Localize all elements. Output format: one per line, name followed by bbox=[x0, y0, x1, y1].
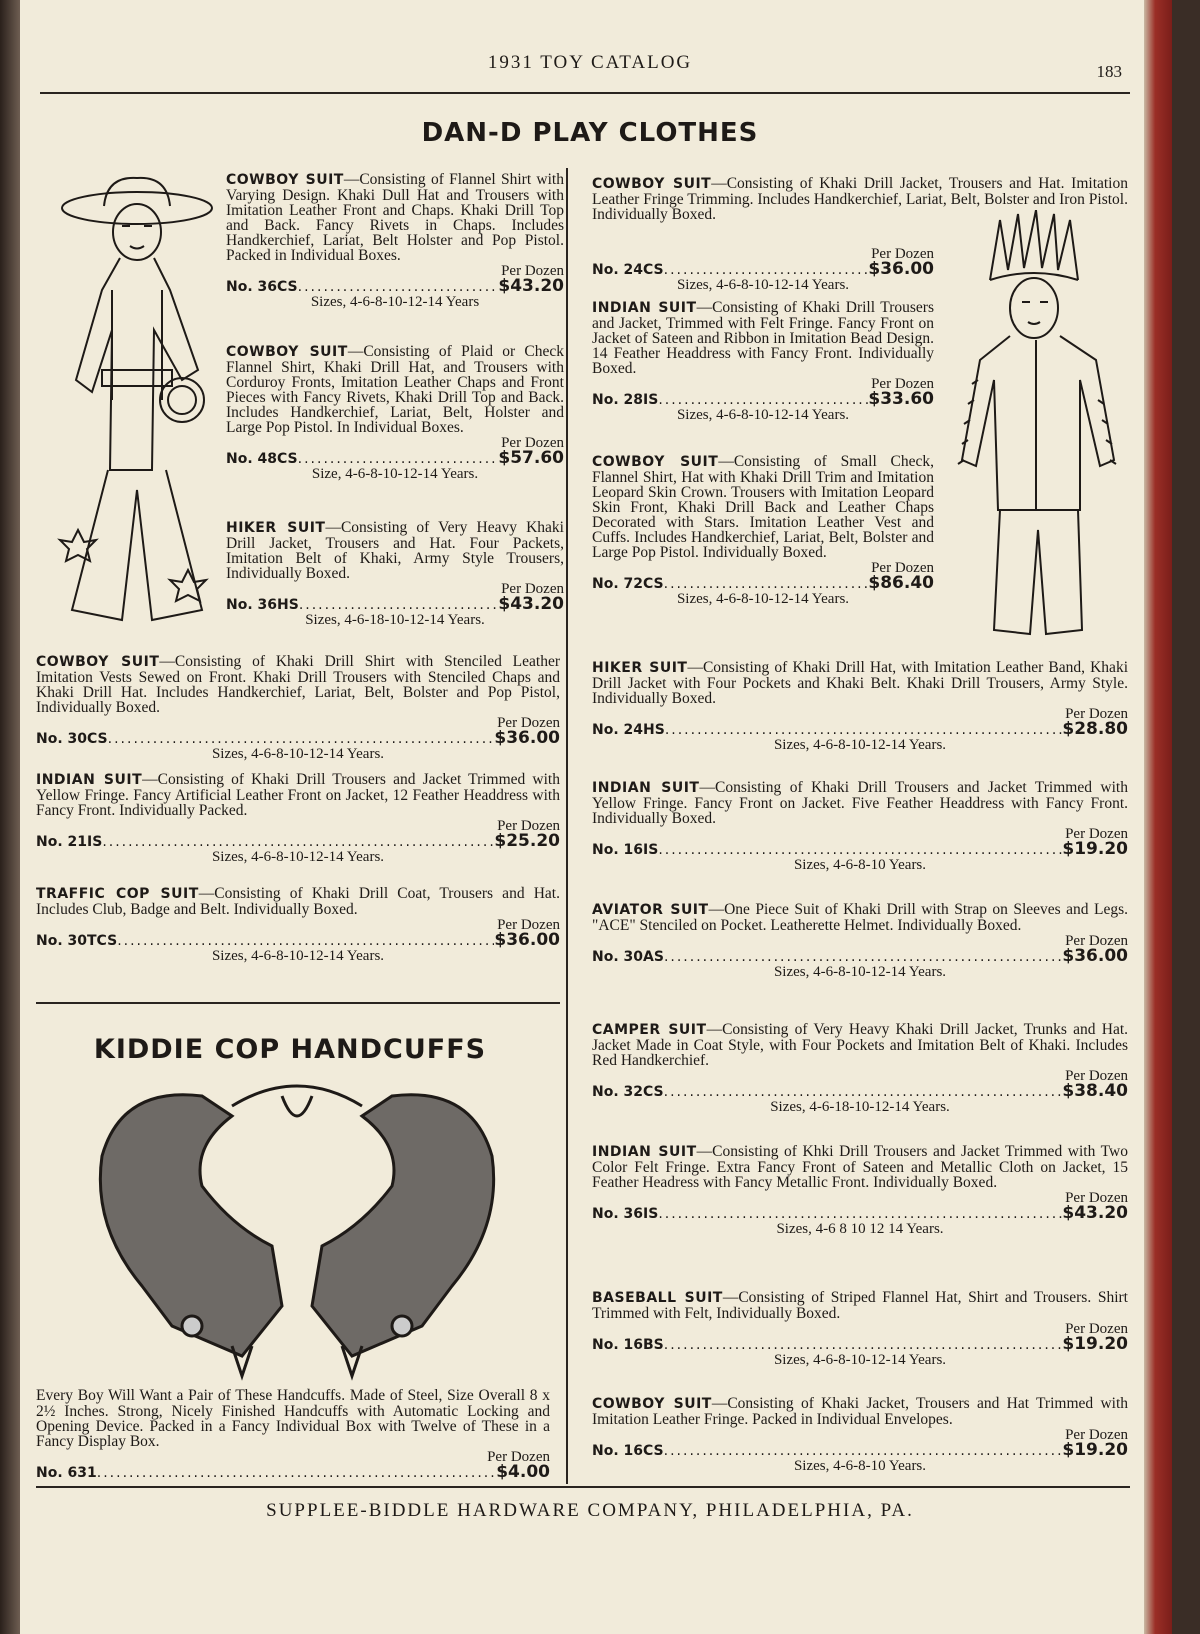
item-price: $19.20 bbox=[1062, 839, 1128, 859]
item-title: COWBOY SUIT bbox=[592, 454, 719, 470]
per-dozen-label: Per Dozen bbox=[1065, 1427, 1128, 1443]
running-header: 1931 TOY CATALOG bbox=[487, 52, 693, 73]
item-price: $38.40 bbox=[1062, 1081, 1128, 1101]
footer-company: SUPPLEE-BIDDLE HARDWARE COMPANY, PHILADELPHIA, PA. bbox=[266, 1500, 914, 1521]
item-title: INDIAN SUIT bbox=[592, 1144, 697, 1160]
item-description: —Consisting of Khaki Drill Coat, Trousers and Hat. Includes Club, Badge and Belt. Individually Boxed. bbox=[36, 885, 560, 918]
item-sizes: Sizes, 4-6-8-10-12-14 Years. bbox=[211, 948, 385, 964]
per-dozen-label: Per Dozen bbox=[1065, 933, 1128, 949]
product-item bbox=[592, 1290, 1128, 1368]
handcuffs-title: KIDDIE COP HANDCUFFS bbox=[93, 1034, 487, 1065]
item-number: No. 16BS bbox=[592, 1337, 664, 1353]
product-item bbox=[592, 902, 1128, 980]
item-price: $33.60 bbox=[868, 389, 934, 409]
product-item bbox=[36, 886, 560, 964]
item-description: —Consisting of Khaki Drill Trousers and Jacket Trimmed with Yellow Fringe. Fancy Front on Jacket. Five Feather Headdress with Fancy Front. Individually Boxed. bbox=[592, 779, 1128, 827]
item-title: COWBOY SUIT bbox=[592, 176, 712, 192]
item-title: AVIATOR SUIT bbox=[592, 902, 709, 918]
product-item bbox=[36, 1388, 550, 1481]
item-description: —Consisting of Flannel Shirt with Varying Design. Khaki Dull Hat and Trousers with Imitation Leather Front and Chaps. Khaki Drill Top and Back. Fancy Rivets in Chaps. Includes Handkerchief, Lariat, Belt Holster and Pop Pistol. Packed in Individual Boxes. bbox=[226, 171, 564, 264]
item-price: $43.20 bbox=[498, 594, 564, 614]
section-divider bbox=[36, 1002, 560, 1004]
item-number: No. 21IS bbox=[36, 834, 103, 850]
item-description: —Consisting of Khaki Drill Shirt with Stenciled Leather Imitation Vests Sewed on Front. Khaki Drill Trousers with Stenciled Chaps and Khaki Drill Hat. Includes Handkerchief, Lariat, Belt, Bolster and Pop Pistol, Individually Boxed. bbox=[36, 653, 560, 716]
item-sizes: Sizes, 4-6-8-10-12-14 Years. bbox=[773, 737, 947, 753]
per-dozen-label: Per Dozen bbox=[501, 581, 564, 597]
item-sizes: Sizes, 4-6 8 10 12 14 Years. bbox=[776, 1221, 944, 1237]
item-title: CAMPER SUIT bbox=[592, 1022, 707, 1038]
item-sizes: Sizes, 4-6-8-10-12-14 Years bbox=[310, 294, 480, 310]
item-description: —Consisting of Khaki Drill Trousers and Jacket, Trimmed with Felt Fringe. Fancy Front on Jacket of Sateen and Ribbon in Imitation Bead Design. 14 Feather Headdress with Fancy Front. Individually Boxed. bbox=[592, 299, 934, 377]
item-price: $36.00 bbox=[1062, 946, 1128, 966]
product-item bbox=[226, 172, 564, 310]
item-price: $36.00 bbox=[868, 259, 934, 279]
product-item bbox=[592, 1144, 1128, 1237]
item-title: COWBOY SUIT bbox=[592, 1396, 712, 1412]
item-price: $36.00 bbox=[494, 930, 560, 950]
item-number: No. 16CS bbox=[592, 1443, 664, 1459]
product-item bbox=[36, 772, 560, 865]
product-item bbox=[592, 454, 934, 607]
item-title: TRAFFIC COP SUIT bbox=[36, 886, 199, 902]
per-dozen-label: Per Dozen bbox=[871, 246, 934, 262]
item-price: $86.40 bbox=[868, 573, 934, 593]
item-description: Every Boy Will Want a Pair of These Handcuffs. Made of Steel, Size Overall 8 x 2½ Inches. Strong, Nicely Finished Handcuffs with Automatic Locking and Opening Device. Packed in a Fancy Individual Box with Twelve of These in a Fancy Display Box. bbox=[36, 1387, 550, 1450]
item-number: No. 24HS bbox=[592, 722, 665, 738]
item-number: No. 631 bbox=[36, 1465, 97, 1481]
item-number: No. 32CS bbox=[592, 1084, 664, 1100]
item-price: $57.60 bbox=[498, 448, 564, 468]
product-item bbox=[592, 660, 1128, 753]
per-dozen-label: Per Dozen bbox=[871, 376, 934, 392]
item-description: —Consisting of Small Check, Flannel Shirt, Hat with Khaki Drill Trim and Imitation Leopard Skin Crown. Trousers with Imitation Leopard Skin Front, Khaki Drill Back and Leather Chaps Decorated with Stars. Imitation Leather Vest and Cuffs. Includes Handkerchief, Lariat, Belt, Bolster and Large Pop Pistol. Individually Boxed. bbox=[592, 453, 934, 561]
item-sizes: Sizes, 4-6-18-10-12-14 Years. bbox=[305, 612, 485, 628]
per-dozen-label: Per Dozen bbox=[1065, 1068, 1128, 1084]
per-dozen-label: Per Dozen bbox=[1065, 706, 1128, 722]
item-title: INDIAN SUIT bbox=[36, 772, 143, 788]
item-number: No. 72CS bbox=[592, 576, 664, 592]
per-dozen-label: Per Dozen bbox=[1065, 1321, 1128, 1337]
item-number: No. 30CS bbox=[36, 731, 108, 747]
item-sizes: Sizes, 4-6-8-10-12-14 Years. bbox=[676, 591, 850, 607]
book-gutter bbox=[0, 0, 20, 1634]
item-title: INDIAN SUIT bbox=[592, 300, 697, 316]
item-price: $43.20 bbox=[498, 276, 564, 296]
product-price-block bbox=[592, 246, 934, 293]
item-description: —Consisting of Khaki Drill Trousers and Jacket Trimmed with Yellow Fringe. Fancy Artificial Leather Front on Jacket, 12 Feather Headdress with Fancy Front. Individually Packed. bbox=[36, 771, 560, 819]
item-price: $19.20 bbox=[1062, 1334, 1128, 1354]
product-item bbox=[226, 344, 564, 482]
item-title: COWBOY SUIT bbox=[226, 344, 348, 360]
product-item bbox=[592, 1396, 1128, 1474]
item-description: —Consisting of Khki Drill Trousers and Jacket Trimmed with Two Color Felt Fringe. Extra Fancy Front of Sateen and Metallic Cloth on Jacket, 15 Feather Headress with Fancy Metallic Front. Individually Boxed. bbox=[592, 1143, 1128, 1191]
per-dozen-label: Per Dozen bbox=[1065, 826, 1128, 842]
per-dozen-label: Per Dozen bbox=[871, 560, 934, 576]
item-price: $28.80 bbox=[1062, 719, 1128, 739]
item-description: —Consisting of Khaki Jacket, Trousers and Hat Trimmed with Imitation Leather Fringe. Packed in Individual Envelopes. bbox=[592, 1395, 1128, 1428]
per-dozen-label: Per Dozen bbox=[501, 263, 564, 279]
item-sizes: Sizes, 4-6-8-10-12-14 Years. bbox=[211, 746, 385, 762]
item-number: No. 36CS bbox=[226, 279, 298, 295]
item-number: No. 36IS bbox=[592, 1206, 659, 1222]
item-number: No. 30AS bbox=[592, 949, 664, 965]
item-description: —Consisting of Khaki Drill Hat, with Imitation Leather Band, Khaki Drill Jacket with Four Pockets and Khaki Belt. Khaki Drill Trousers, Army Style. Individually Boxed. bbox=[592, 659, 1128, 707]
product-item bbox=[36, 654, 560, 762]
item-title: COWBOY SUIT bbox=[226, 172, 344, 188]
item-number: No. 30TCS bbox=[36, 933, 118, 949]
header-rule bbox=[40, 92, 1130, 94]
per-dozen-label: Per Dozen bbox=[497, 715, 560, 731]
catalog-page bbox=[20, 0, 1172, 1634]
item-price: $36.00 bbox=[494, 728, 560, 748]
item-title: HIKER SUIT bbox=[592, 660, 688, 676]
item-price: $19.20 bbox=[1062, 1440, 1128, 1460]
item-number: No. 36HS bbox=[226, 597, 299, 613]
item-sizes: Sizes, 4-6-8-10-12-14 Years. bbox=[773, 964, 947, 980]
footer-rule bbox=[36, 1486, 1130, 1488]
per-dozen-label: Per Dozen bbox=[1065, 1190, 1128, 1206]
item-description: —Consisting of Very Heavy Khaki Drill Jacket, Trousers and Hat. Four Packets, Imitation Belt of Khaki, Army Style Trousers, Individually Boxed. bbox=[226, 519, 564, 582]
per-dozen-label: Per Dozen bbox=[487, 1449, 550, 1465]
section-title: DAN-D PLAY CLOTHES bbox=[421, 118, 759, 148]
item-number: No. 28IS bbox=[592, 392, 659, 408]
handcuffs-illustration bbox=[82, 1076, 512, 1386]
per-dozen-label: Per Dozen bbox=[501, 435, 564, 451]
item-sizes: Sizes, 4-6-8-10-12-14 Years. bbox=[211, 849, 385, 865]
item-title: BASEBALL SUIT bbox=[592, 1290, 723, 1306]
item-sizes: Size, 4-6-8-10-12-14 Years. bbox=[311, 466, 479, 482]
product-item bbox=[592, 176, 1128, 222]
indian-illustration bbox=[950, 210, 1130, 650]
per-dozen-label: Per Dozen bbox=[497, 917, 560, 933]
item-sizes: Sizes, 4-6-8-10-12-14 Years. bbox=[773, 1352, 947, 1368]
page-number: 183 bbox=[1096, 62, 1122, 81]
item-sizes: Sizes, 4-6-8-10 Years. bbox=[793, 857, 927, 873]
item-sizes: Sizes, 4-6-8-10-12-14 Years. bbox=[676, 277, 850, 293]
column-divider bbox=[566, 168, 568, 1484]
item-sizes: Sizes, 4-6-8-10 Years. bbox=[793, 1458, 927, 1474]
product-item bbox=[592, 780, 1128, 873]
item-sizes: Sizes, 4-6-18-10-12-14 Years. bbox=[770, 1099, 950, 1115]
item-price: $25.20 bbox=[494, 831, 560, 851]
item-price: $43.20 bbox=[1062, 1203, 1128, 1223]
item-title: INDIAN SUIT bbox=[592, 780, 700, 796]
item-title: COWBOY SUIT bbox=[36, 654, 160, 670]
item-description: —Consisting of Khaki Drill Jacket, Trousers and Hat. Imitation Leather Fringe Trimming. Includes Handkerchief, Lariat, Belt, Bolster and Iron Pistol. Individually Boxed. bbox=[592, 175, 1128, 223]
item-description: —Consisting of Striped Flannel Hat, Shirt and Trousers. Shirt Trimmed with Felt, Individually Boxed. bbox=[592, 1289, 1128, 1322]
item-number: No. 16IS bbox=[592, 842, 659, 858]
item-description: —Consisting of Plaid or Check Flannel Shirt, Khaki Drill Hat, and Trousers with Corduroy Fronts, Imitation Leather Chaps and Front Pieces with Fancy Rivets, Khaki Drill Top and Back. Includes Handkerchief, Lariat, Belt, Holster and Large Pop Pistol. In Individual Boxes. bbox=[226, 343, 564, 436]
product-item bbox=[592, 1022, 1128, 1115]
page-edge bbox=[1144, 0, 1172, 1634]
product-item bbox=[592, 300, 934, 423]
item-price: $4.00 bbox=[496, 1462, 550, 1482]
product-item bbox=[226, 520, 564, 628]
item-number: No. 48CS bbox=[226, 451, 298, 467]
item-description: —Consisting of Very Heavy Khaki Drill Jacket, Trunks and Hat. Jacket Made in Coat Style, with Four Pockets and Imitation Belt of Khaki. Includes Red Handkerchief. bbox=[592, 1021, 1128, 1069]
item-sizes: Sizes, 4-6-8-10-12-14 Years. bbox=[676, 407, 850, 423]
item-number: No. 24CS bbox=[592, 262, 664, 278]
item-description: —One Piece Suit of Khaki Drill with Strap on Sleeves and Legs. "ACE" Stenciled on Pocket. Leatherette Helmet. Individually Boxed. bbox=[592, 901, 1128, 934]
item-title: HIKER SUIT bbox=[226, 520, 326, 536]
per-dozen-label: Per Dozen bbox=[497, 818, 560, 834]
cowboy-illustration bbox=[42, 170, 232, 650]
